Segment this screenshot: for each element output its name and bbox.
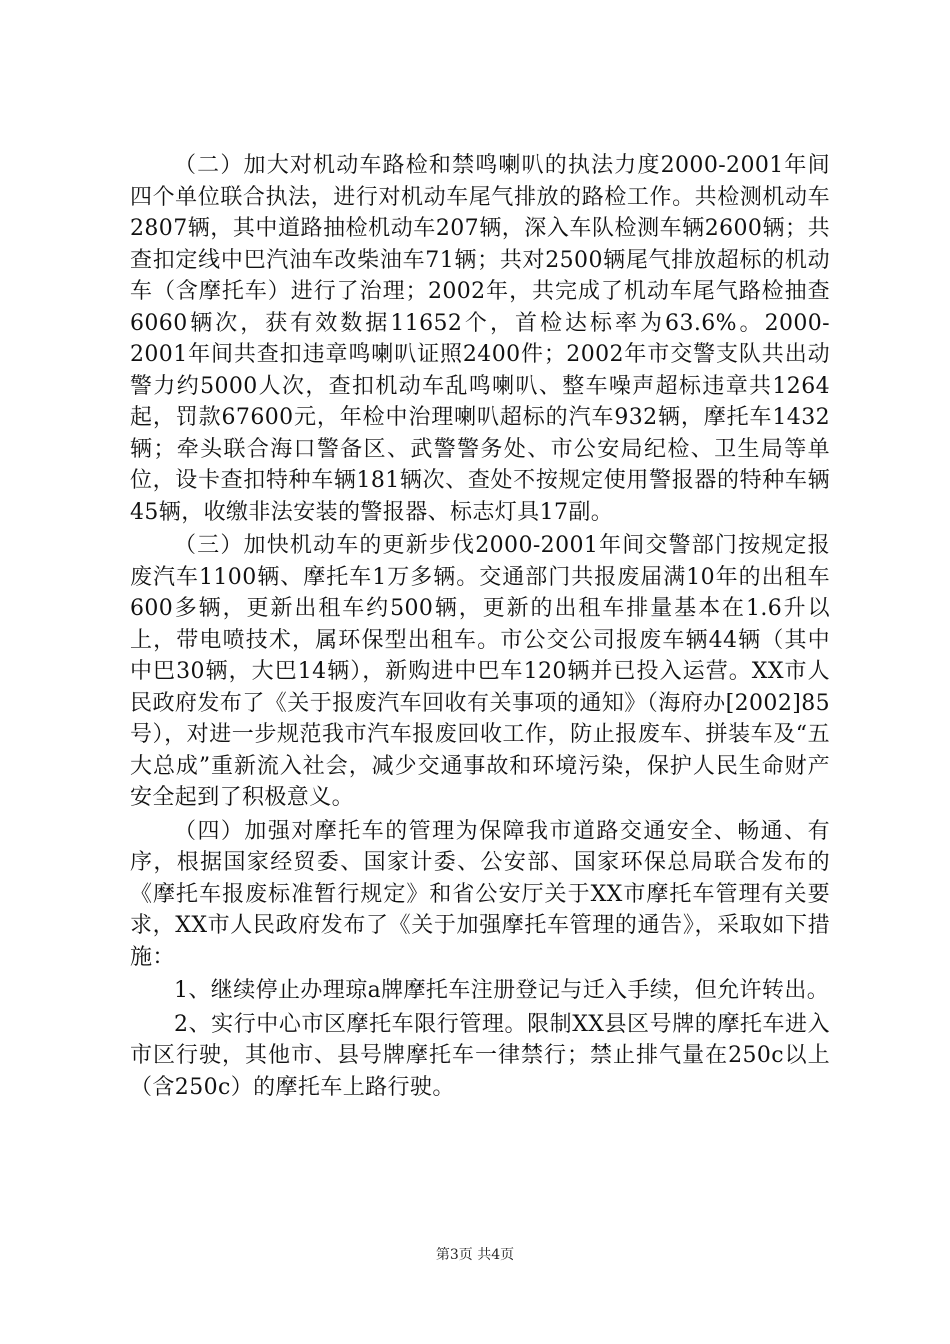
paragraph-section-2: （二）加大对机动车路检和禁鸣喇叭的执法力度2000-2001年间四个单位联合执法，进行对机动车尾气排放的路检工作。共检测机动车2807辆，其中道路抽检机动车207辆，深入车队检测车辆2600辆；共查扣定线中巴汽油车改柴油车71辆；共对2500辆尾气排放超标的机动车（含摩托车）进行了治理；2002年，共完成了机动车尾气路检抽查6060辆次，获有效数据11652个，首检达标率为63.6%。2000-2001年间共查扣违章鸣喇叭证照2400件；2002年市交警支队共出动警力约5000人次，查扣机动车乱鸣喇叭、整车噪声超标违章共1264起，罚款67600元，年检中治理喇叭超标的汽车932辆，摩托车1432辆；牵头联合海口警备区、武警警务处、市公安局纪检、卫生局等单位，设卡查扣特种车辆181辆次、查处不按规定使用警报器的特种车辆45辆，收缴非法安装的警报器、标志灯具17副。 — [130, 153, 830, 525]
list-item-1: 1、继续停止办理琼a牌摩托车注册登记与迁入手续，但允许转出。 — [174, 978, 830, 1003]
list-item-2: 2、实行中心市区摩托车限行管理。限制XX县区号牌的摩托车进入市区行驶，其他市、县号牌摩托车一律禁行；禁止排气量在250c以上（含250c）的摩托车上路行驶。 — [130, 1011, 830, 1100]
paragraph-section-3: （三）加快机动车的更新步伐2000-2001年间交警部门按规定报废汽车1100辆、摩托车1万多辆。交通部门共报废届满10年的出租车600多辆，更新出租车约500辆，更新的出租车排量基本在1.6升以上，带电喷技术，属环保型出租车。市公交公司报废车辆44辆（其中中巴30辆，大巴14辆），新购进中巴车120辆并已投入运营。XX市人民政府发布了《关于报废汽车回收有关事项的通知》（海府办[2002]85号），对进一步规范我市汽车报废回收工作，防止报废车、拼装车及“五大总成”重新流入社会，减少交通事故和环境污染，保护人民生命财产安全起到了积极意义。 — [130, 533, 830, 810]
paragraph-section-4: （四）加强对摩托车的管理为保障我市道路交通安全、畅通、有序，根据国家经贸委、国家计委、公安部、国家环保总局联合发布的《摩托车报废标准暂行规定》和省公安厅关于XX市摩托车管理有关要求，XX市人民政府发布了《关于加强摩托车管理的通告》，采取如下措施： — [130, 818, 830, 970]
page-number-footer: 第3页 共4页 — [435, 1247, 515, 1263]
document-body — [130, 150, 830, 1105]
